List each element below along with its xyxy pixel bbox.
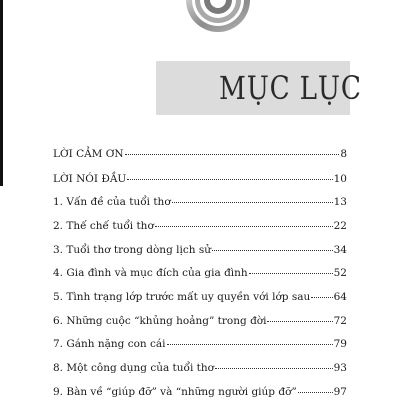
toc-entry-page: 64 (333, 291, 347, 303)
toc-leader-dots (125, 154, 340, 155)
toc-entry (53, 220, 347, 238)
toc-leader-dots (298, 392, 333, 393)
toc-entry (53, 173, 347, 191)
toc-entry (53, 362, 347, 380)
toc-leader-dots (172, 202, 333, 203)
toc-entry (53, 196, 347, 214)
toc-entry-page: 22 (333, 220, 347, 232)
toc-leader-dots (127, 179, 332, 180)
toc-entry (53, 291, 347, 309)
toc-entry-label: 4. Gia đình và mục đích của gia đình (53, 267, 248, 279)
toc-entry-page: 8 (340, 148, 347, 160)
toc-entry-label: 1. Vấn đề của tuổi thơ (53, 196, 171, 208)
toc-leader-dots (167, 344, 333, 345)
toc-entry-label: LỜI CẢM ƠN (53, 148, 124, 160)
toc-entry (53, 315, 347, 333)
spiral-ring-icon (0, 0, 400, 60)
toc-entry (53, 338, 347, 356)
toc-entry-label: 2. Thế chế tuổi thơ (53, 220, 154, 232)
toc-entry (53, 386, 347, 400)
toc-entry-label: LỜI NÓI ĐẦU (53, 173, 127, 185)
toc-entry-page: 13 (333, 196, 347, 208)
toc-leader-dots (212, 250, 333, 251)
toc-entry-page: 10 (333, 173, 347, 185)
toc-entry-label: 3. Tuổi thơ trong dòng lịch sử (53, 244, 211, 256)
toc-entry-page: 93 (333, 362, 347, 374)
toc-entry (53, 148, 347, 166)
toc-entry-page: 72 (333, 315, 347, 327)
toc-entry-label: 9. Bàn về “giúp đỡ” và “những người giúp đỡ” (53, 386, 297, 398)
toc-leader-dots (311, 297, 332, 298)
toc-entry (53, 244, 347, 262)
toc-leader-dots (215, 368, 333, 369)
toc-entry-page: 34 (333, 244, 347, 256)
toc-leader-dots (155, 226, 333, 227)
toc-leader-dots (267, 321, 332, 322)
toc-entry-label: 7. Gánh nặng con cái (53, 338, 166, 350)
toc-entry-page: 52 (333, 267, 347, 279)
toc-entry (53, 267, 347, 285)
toc-entry-page: 79 (333, 338, 347, 350)
toc-entry-label: 8. Một công dụng của tuổi thơ (53, 362, 214, 374)
page-title: MỤC LỤC (219, 69, 362, 107)
toc-leader-dots (249, 273, 333, 274)
toc-entry-label: 5. Tình trạng lớp trước mất uy quyền với lớp sau (53, 291, 311, 303)
toc-entry-label: 6. Những cuộc “khủng hoảng” trong đời (53, 315, 267, 327)
toc-entry-page: 97 (333, 386, 347, 398)
